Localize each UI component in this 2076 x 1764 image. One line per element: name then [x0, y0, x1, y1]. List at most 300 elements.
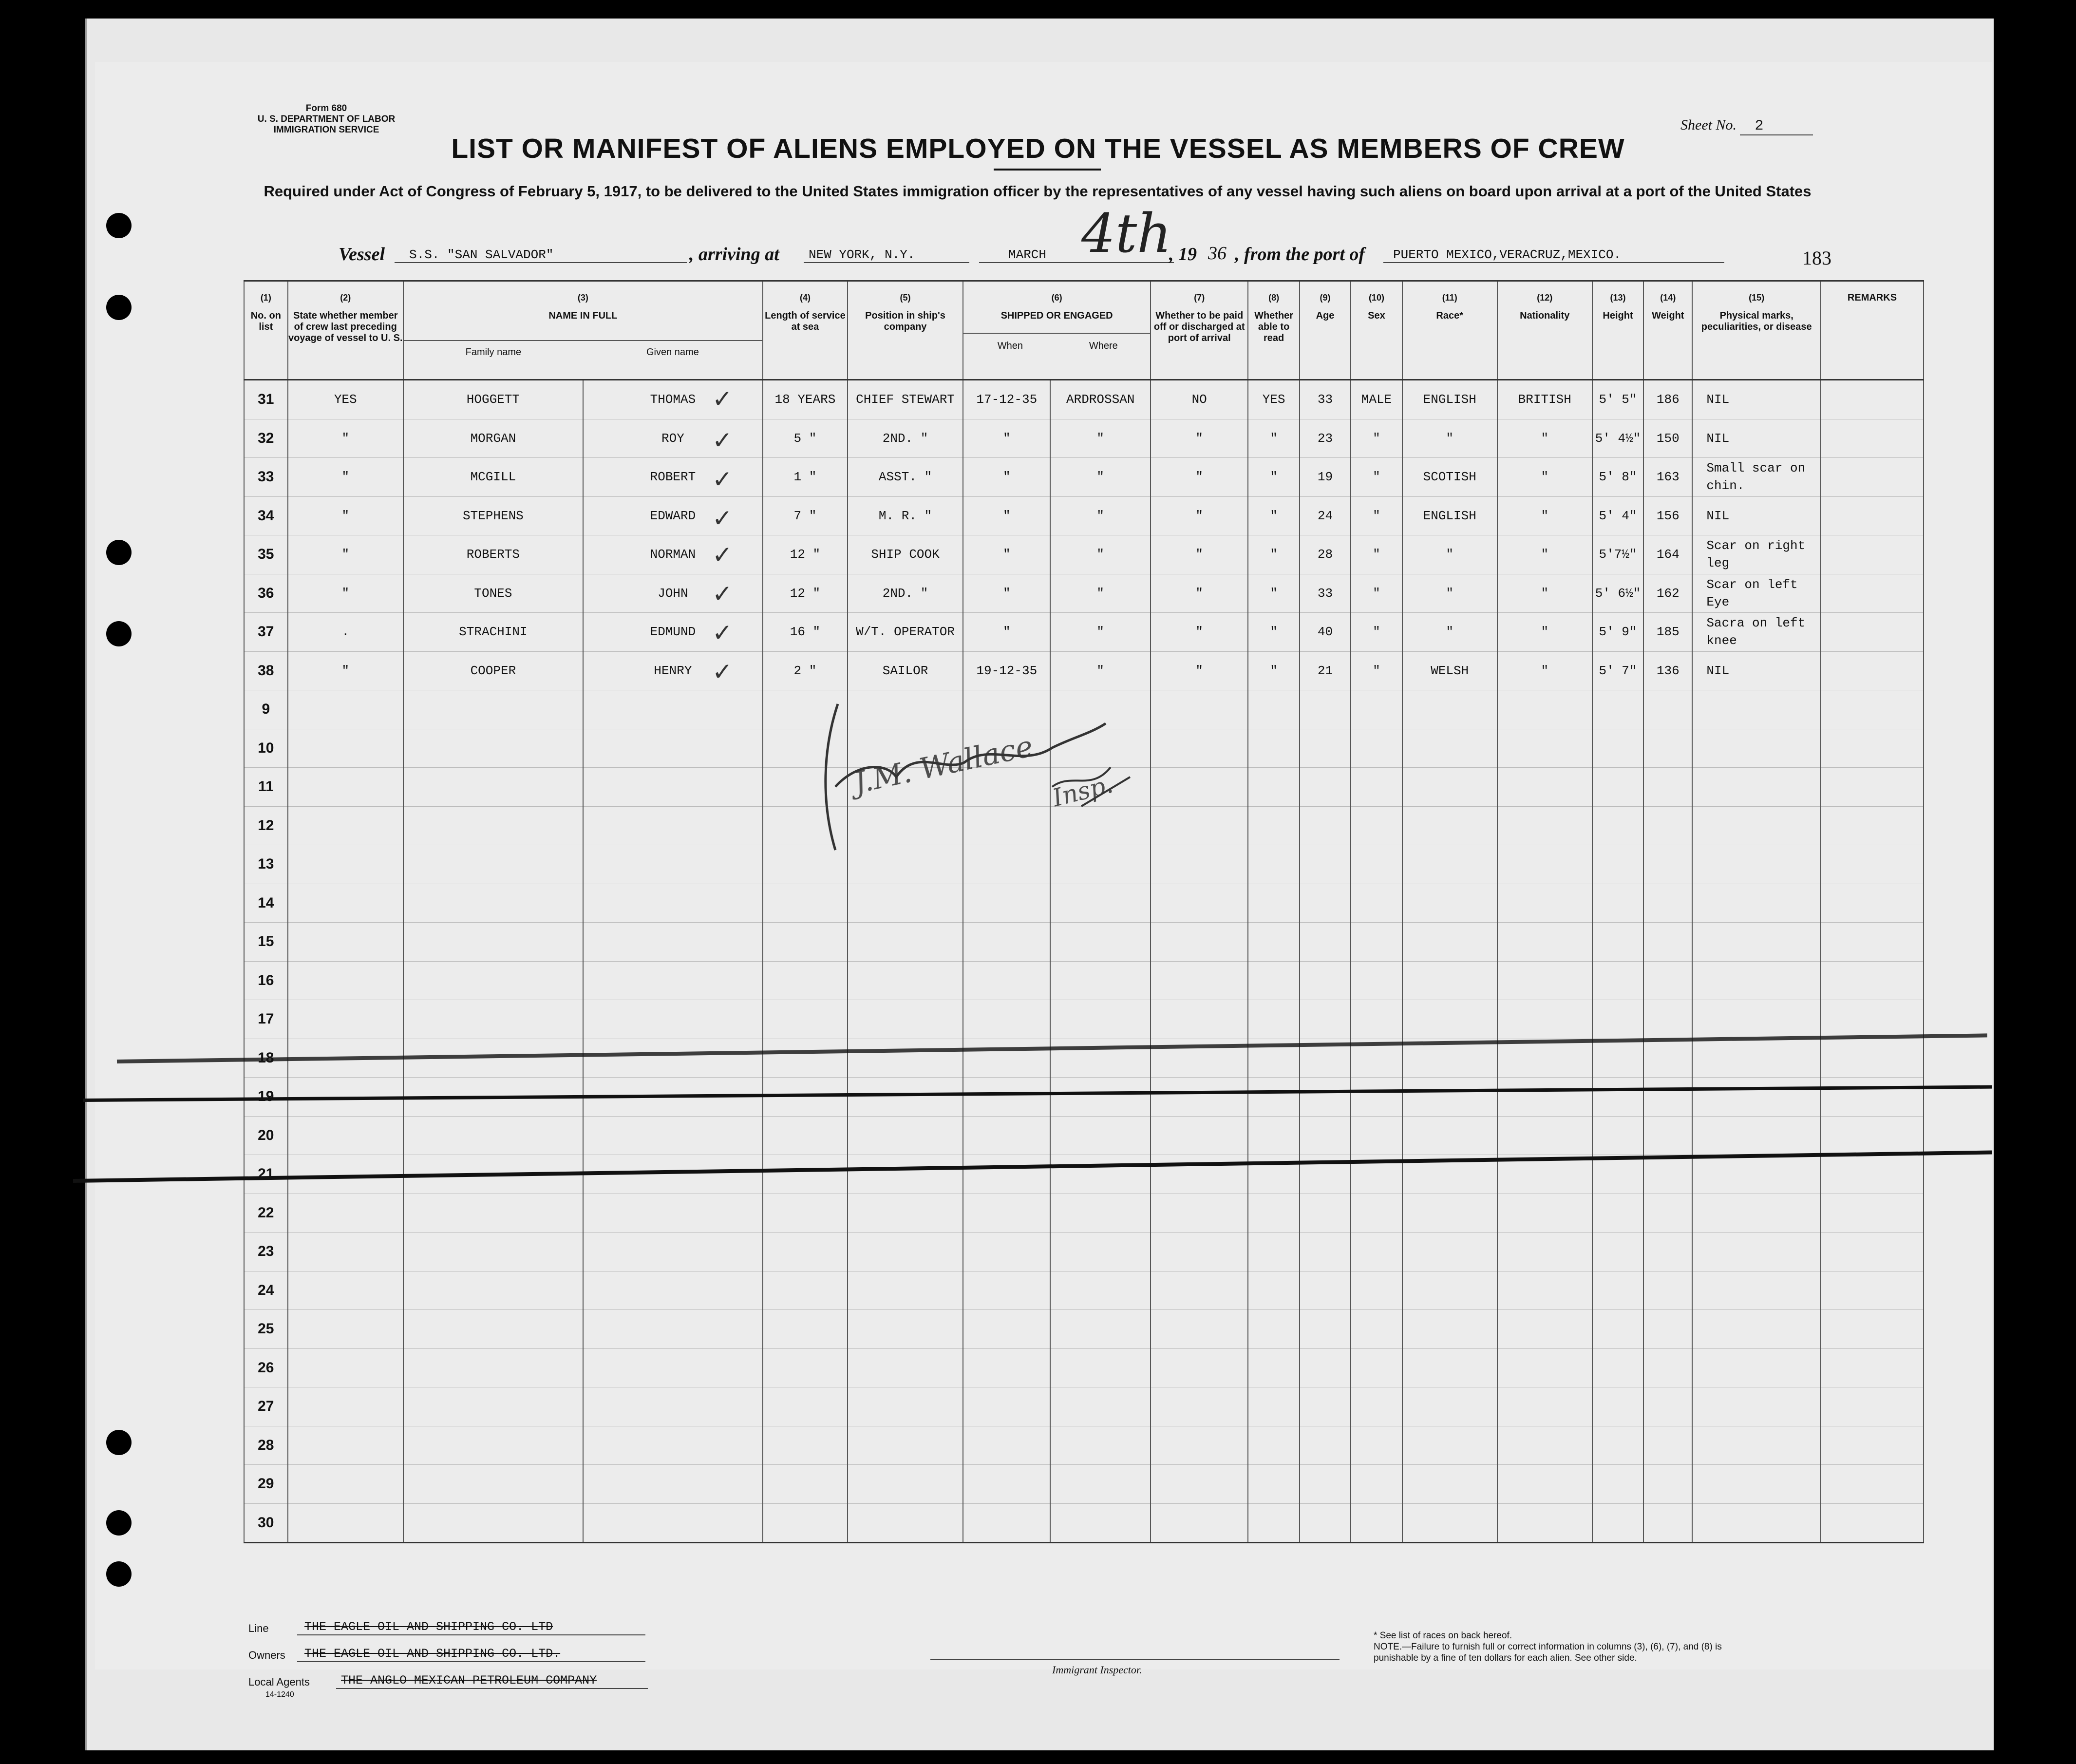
col-header-prev-voyage: (2) State whether member of crew last preceding voyage of vessel to U. S. [288, 281, 403, 380]
form-code: 14-1240 [265, 1690, 294, 1699]
empty-cell [963, 1426, 1050, 1465]
nationality: " [1497, 651, 1592, 690]
empty-cell [583, 1426, 763, 1465]
empty-cell [1643, 1233, 1692, 1271]
empty-cell [763, 1426, 848, 1465]
empty-cell [1497, 1194, 1592, 1233]
empty-cell [1592, 1310, 1643, 1349]
table-row [244, 574, 1924, 613]
empty-cell [1692, 768, 1821, 807]
height: 5' 5" [1592, 380, 1643, 419]
age: 21 [1300, 651, 1351, 690]
empty-cell [1592, 1078, 1643, 1117]
row-number: 17 [244, 1000, 288, 1039]
empty-cell [1151, 729, 1248, 768]
table-row [244, 419, 1924, 458]
col-header-read: (8) Whether able to read [1248, 281, 1299, 380]
empty-cell [1821, 690, 1924, 729]
row-number: 11 [244, 768, 288, 807]
empty-cell [1248, 884, 1299, 923]
empty-cell [963, 1233, 1050, 1271]
empty-cell [848, 1503, 963, 1543]
empty-cell [1300, 1000, 1351, 1039]
physical-marks: NIL [1692, 380, 1821, 419]
col-header-paid-off: (7) Whether to be paid off or discharged at port of arrival [1151, 281, 1248, 380]
empty-cell [1351, 1194, 1402, 1233]
empty-cell [1497, 1426, 1592, 1465]
sex: MALE [1351, 380, 1402, 419]
empty-cell [1300, 1078, 1351, 1117]
empty-cell [1402, 806, 1497, 845]
shipped-where-header: Where [1089, 341, 1118, 351]
check-mark-icon: ✓ [712, 385, 733, 413]
empty-cell [288, 923, 403, 962]
prev-voyage: " [288, 535, 403, 574]
empty-cell [1248, 923, 1299, 962]
shipped-when: " [963, 419, 1050, 458]
empty-cell [1402, 1503, 1497, 1543]
check-mark-icon: ✓ [712, 541, 733, 569]
given-name: EDWARD [583, 496, 763, 535]
empty-cell [1592, 1000, 1643, 1039]
empty-cell [848, 1387, 963, 1426]
empty-cell [1402, 690, 1497, 729]
empty-cell [288, 1000, 403, 1039]
empty-cell [583, 1465, 763, 1504]
owners-label: Owners [248, 1649, 285, 1661]
year-label: , 19 [1169, 244, 1197, 265]
empty-cell [1643, 1503, 1692, 1543]
empty-cell [1300, 1194, 1351, 1233]
empty-cell [1821, 1310, 1924, 1349]
empty-cell [1151, 806, 1248, 845]
shipped-where: " [1050, 419, 1151, 458]
family-name: MORGAN [403, 419, 583, 458]
weight: 185 [1643, 613, 1692, 652]
nationality: " [1497, 535, 1592, 574]
empty-cell [963, 923, 1050, 962]
row-number: 14 [244, 884, 288, 923]
prev-voyage: " [288, 574, 403, 613]
sex: " [1351, 419, 1402, 458]
empty-cell [1050, 1503, 1151, 1543]
empty-cell [403, 806, 583, 845]
sex: " [1351, 458, 1402, 497]
height: 5' 6½" [1592, 574, 1643, 613]
empty-cell [1643, 1194, 1692, 1233]
race-footnote: * See list of races on back hereof. [1374, 1631, 1512, 1641]
shipped-subheaders [963, 333, 1150, 352]
empty-cell [1151, 1503, 1248, 1543]
empty-cell [1592, 1194, 1643, 1233]
empty-cell [1402, 923, 1497, 962]
empty-cell [1248, 1348, 1299, 1387]
empty-cell [1692, 884, 1821, 923]
empty-cell [1351, 1233, 1402, 1271]
empty-cell [1050, 1155, 1151, 1194]
empty-cell [1248, 1000, 1299, 1039]
empty-cell [1050, 1348, 1151, 1387]
empty-cell [1821, 1194, 1924, 1233]
paid-off: NO [1151, 380, 1248, 419]
row-number: 27 [244, 1387, 288, 1426]
table-row [244, 535, 1924, 574]
empty-cell [1821, 1348, 1924, 1387]
empty-cell [1050, 1000, 1151, 1039]
arriving-field-line [804, 262, 969, 263]
prev-voyage: " [288, 419, 403, 458]
weight: 163 [1643, 458, 1692, 497]
empty-cell [1592, 1271, 1643, 1310]
empty-cell [1151, 1194, 1248, 1233]
empty-cell [1592, 806, 1643, 845]
empty-cell [1300, 1348, 1351, 1387]
prev-voyage: YES [288, 380, 403, 419]
empty-cell [1497, 806, 1592, 845]
empty-cell [1248, 690, 1299, 729]
nationality: " [1497, 496, 1592, 535]
empty-cell [1643, 1310, 1692, 1349]
arrival-port: NEW YORK, N.Y. [809, 247, 915, 262]
empty-cell [288, 884, 403, 923]
empty-cell [1821, 961, 1924, 1000]
empty-cell [403, 884, 583, 923]
line-label: Line [248, 1622, 269, 1634]
empty-cell [1248, 768, 1299, 807]
nationality: " [1497, 613, 1592, 652]
row-number: 36 [244, 574, 288, 613]
empty-cell [1300, 1233, 1351, 1271]
col-header-shipped: (6) SHIPPED OR ENGAGED When Where [963, 281, 1151, 380]
position: M. R. " [848, 496, 963, 535]
empty-cell [1151, 1116, 1248, 1155]
service-length: 5 " [763, 419, 848, 458]
empty-cell [1351, 1078, 1402, 1117]
col-header-age: (9) Age [1300, 281, 1351, 380]
empty-cell [1692, 1155, 1821, 1194]
empty-cell [1692, 1310, 1821, 1349]
empty-cell [1692, 923, 1821, 962]
empty-cell [1592, 1155, 1643, 1194]
empty-cell [1050, 961, 1151, 1000]
row-number: 38 [244, 651, 288, 690]
weight: 156 [1643, 496, 1692, 535]
empty-cell [288, 1310, 403, 1349]
shipped-when-header: When [997, 341, 1023, 351]
height: 5' 4½" [1592, 419, 1643, 458]
paid-off: " [1151, 496, 1248, 535]
given-name: HENRY [583, 651, 763, 690]
nationality: " [1497, 458, 1592, 497]
empty-cell [1248, 1116, 1299, 1155]
row-number: 35 [244, 535, 288, 574]
empty-cell [1692, 729, 1821, 768]
empty-cell [1643, 1078, 1692, 1117]
empty-cell [1497, 884, 1592, 923]
empty-cell [1248, 1078, 1299, 1117]
physical-marks: Small scar on chin. [1692, 458, 1821, 497]
agents-label: Local Agents [248, 1676, 310, 1688]
empty-cell [1643, 884, 1692, 923]
empty-cell [403, 1233, 583, 1271]
empty-cell [1821, 1465, 1924, 1504]
prev-voyage: " [288, 496, 403, 535]
empty-cell [403, 845, 583, 884]
form-dept-block [246, 103, 407, 135]
given-name: JOHN [583, 574, 763, 613]
arrival-year: 36 [1208, 243, 1227, 264]
prev-voyage: " [288, 458, 403, 497]
empty-cell [1497, 1233, 1592, 1271]
empty-cell [763, 884, 848, 923]
empty-cell [1692, 845, 1821, 884]
empty-cell [1050, 1233, 1151, 1271]
empty-cell [1151, 1310, 1248, 1349]
port-field-line [1383, 262, 1724, 263]
shipped-where: ARDROSSAN [1050, 380, 1151, 419]
row-number: 23 [244, 1233, 288, 1271]
punch-hole [106, 1430, 132, 1455]
empty-cell [1151, 690, 1248, 729]
empty-cell [1692, 1116, 1821, 1155]
empty-cell [848, 1310, 963, 1349]
height: 5' 4" [1592, 496, 1643, 535]
service-length: 7 " [763, 496, 848, 535]
empty-cell [1050, 1465, 1151, 1504]
owners-field-line [297, 1661, 645, 1662]
empty-cell [1497, 1387, 1592, 1426]
shipped-when: " [963, 496, 1050, 535]
empty-cell [583, 1387, 763, 1426]
empty-cell [1643, 1116, 1692, 1155]
empty-cell [848, 923, 963, 962]
empty-cell [1151, 1078, 1248, 1117]
empty-cell [848, 884, 963, 923]
physical-marks: Sacra on left knee [1692, 613, 1821, 652]
empty-cell [1300, 768, 1351, 807]
empty-cell [763, 1116, 848, 1155]
shipped-where: " [1050, 613, 1151, 652]
empty-cell [1351, 961, 1402, 1000]
empty-cell [1050, 1116, 1151, 1155]
empty-cell [763, 1194, 848, 1233]
table-row [244, 923, 1924, 962]
empty-cell [583, 768, 763, 807]
empty-cell [1592, 884, 1643, 923]
empty-cell [763, 1155, 848, 1194]
from-label: , from the port of [1235, 244, 1365, 265]
empty-cell [1643, 845, 1692, 884]
col-header-physical-marks: (15) Physical marks, peculiarities, or disease [1692, 281, 1821, 380]
row-number: 21 [244, 1155, 288, 1194]
empty-cell [848, 1116, 963, 1155]
weight: 162 [1643, 574, 1692, 613]
nationality: " [1497, 574, 1592, 613]
empty-cell [848, 1155, 963, 1194]
check-mark-icon: ✓ [712, 580, 733, 607]
empty-cell [1151, 1387, 1248, 1426]
empty-cell [1402, 729, 1497, 768]
empty-cell [1151, 845, 1248, 884]
empty-cell [1402, 845, 1497, 884]
given-name-header: Given name [646, 347, 699, 358]
position: CHIEF STEWART [848, 380, 963, 419]
empty-cell [1497, 768, 1592, 807]
empty-cell [1351, 1116, 1402, 1155]
empty-cell [763, 1310, 848, 1349]
empty-cell [1821, 1155, 1924, 1194]
empty-cell [1351, 884, 1402, 923]
empty-cell [583, 1233, 763, 1271]
inspector-label: Immigrant Inspector. [1052, 1664, 1142, 1676]
empty-cell [1497, 1078, 1592, 1117]
empty-cell [1497, 1000, 1592, 1039]
empty-cell [1402, 1078, 1497, 1117]
physical-marks: NIL [1692, 419, 1821, 458]
empty-cell [848, 961, 963, 1000]
empty-cell [1300, 729, 1351, 768]
empty-cell [1300, 884, 1351, 923]
empty-cell [763, 961, 848, 1000]
punch-hole [106, 295, 132, 320]
empty-cell [1050, 1039, 1151, 1078]
col-header-height: (13) Height [1592, 281, 1643, 380]
empty-cell [1300, 923, 1351, 962]
empty-cell [1592, 845, 1643, 884]
empty-cell [1402, 1426, 1497, 1465]
empty-cell [288, 729, 403, 768]
empty-cell [1351, 923, 1402, 962]
empty-cell [763, 1465, 848, 1504]
height: 5' 8" [1592, 458, 1643, 497]
row-number: 29 [244, 1465, 288, 1504]
height: 5' 7" [1592, 651, 1643, 690]
empty-cell [963, 1465, 1050, 1504]
inspector-signature [818, 689, 1159, 872]
empty-cell [1248, 845, 1299, 884]
able-to-read: " [1248, 458, 1299, 497]
row-number: 24 [244, 1271, 288, 1310]
empty-cell [1351, 1387, 1402, 1426]
empty-cell [1402, 1233, 1497, 1271]
age: 24 [1300, 496, 1351, 535]
col-header-no: (1) No. on list [244, 281, 288, 380]
empty-cell [1821, 729, 1924, 768]
empty-cell [1497, 1271, 1592, 1310]
empty-cell [1151, 1348, 1248, 1387]
empty-cell [963, 1503, 1050, 1543]
row-number: 10 [244, 729, 288, 768]
family-name: STEPHENS [403, 496, 583, 535]
race: " [1402, 613, 1497, 652]
service-length: 1 " [763, 458, 848, 497]
race: " [1402, 574, 1497, 613]
signature-title: Insp. [1049, 770, 1116, 813]
empty-cell [1248, 1271, 1299, 1310]
empty-cell [1402, 1194, 1497, 1233]
col-header-service: (4) Length of service at sea [763, 281, 848, 380]
weight: 186 [1643, 380, 1692, 419]
empty-cell [1692, 1194, 1821, 1233]
page-number: 183 [1802, 247, 1831, 269]
empty-cell [403, 1271, 583, 1310]
empty-cell [1402, 961, 1497, 1000]
empty-cell [1692, 1465, 1821, 1504]
empty-cell [1248, 1503, 1299, 1543]
paid-off: " [1151, 574, 1248, 613]
empty-cell [1497, 845, 1592, 884]
table-row [244, 1503, 1924, 1543]
empty-cell [1300, 961, 1351, 1000]
given-name: NORMAN [583, 535, 763, 574]
remarks [1821, 380, 1924, 419]
nationality: " [1497, 419, 1592, 458]
empty-cell [1692, 961, 1821, 1000]
table-row [244, 651, 1924, 690]
remarks [1821, 651, 1924, 690]
arriving-label: , arriving at [689, 244, 779, 265]
sex: " [1351, 613, 1402, 652]
empty-cell [1300, 690, 1351, 729]
check-mark-icon: ✓ [712, 505, 733, 532]
empty-cell [848, 1465, 963, 1504]
empty-cell [763, 1387, 848, 1426]
row-number: 26 [244, 1348, 288, 1387]
empty-cell [403, 961, 583, 1000]
empty-cell [1248, 1465, 1299, 1504]
row-number: 16 [244, 961, 288, 1000]
empty-cell [288, 1426, 403, 1465]
position: 2ND. " [848, 574, 963, 613]
signature-name: J.M. Wallace [850, 729, 1036, 801]
empty-cell [403, 729, 583, 768]
empty-cell [1643, 729, 1692, 768]
penalty-note: NOTE.—Failure to furnish full or correct information in columns (3), (6), (7), and (8) is punishable by a fine of ten dollars for each alien. See other side. [1374, 1642, 1722, 1663]
empty-cell [288, 806, 403, 845]
empty-cell [1402, 1116, 1497, 1155]
empty-cell [1497, 1465, 1592, 1504]
shipped-when: 19-12-35 [963, 651, 1050, 690]
empty-cell [1300, 1503, 1351, 1543]
empty-cell [1643, 1271, 1692, 1310]
race: ENGLISH [1402, 380, 1497, 419]
paid-off: " [1151, 535, 1248, 574]
empty-cell [848, 1348, 963, 1387]
empty-cell [1151, 1271, 1248, 1310]
age: 33 [1300, 574, 1351, 613]
empty-cell [1351, 1310, 1402, 1349]
empty-cell [1050, 923, 1151, 962]
col-header-remarks: REMARKS [1821, 281, 1924, 380]
line-field-line [297, 1634, 645, 1635]
empty-cell [1248, 1426, 1299, 1465]
departure-port: PUERTO MEXICO,VERACRUZ,MEXICO. [1393, 247, 1622, 262]
height: 5' 9" [1592, 613, 1643, 652]
punch-hole [106, 1510, 132, 1536]
empty-cell [1402, 1310, 1497, 1349]
weight: 136 [1643, 651, 1692, 690]
empty-cell [963, 961, 1050, 1000]
empty-cell [1692, 1078, 1821, 1117]
empty-cell [963, 1039, 1050, 1078]
empty-cell [403, 1310, 583, 1349]
able-to-read: " [1248, 496, 1299, 535]
row-number: 32 [244, 419, 288, 458]
crew-manifest-table [244, 280, 1924, 1543]
empty-cell [1821, 1271, 1924, 1310]
empty-cell [1151, 961, 1248, 1000]
empty-cell [1592, 1503, 1643, 1543]
